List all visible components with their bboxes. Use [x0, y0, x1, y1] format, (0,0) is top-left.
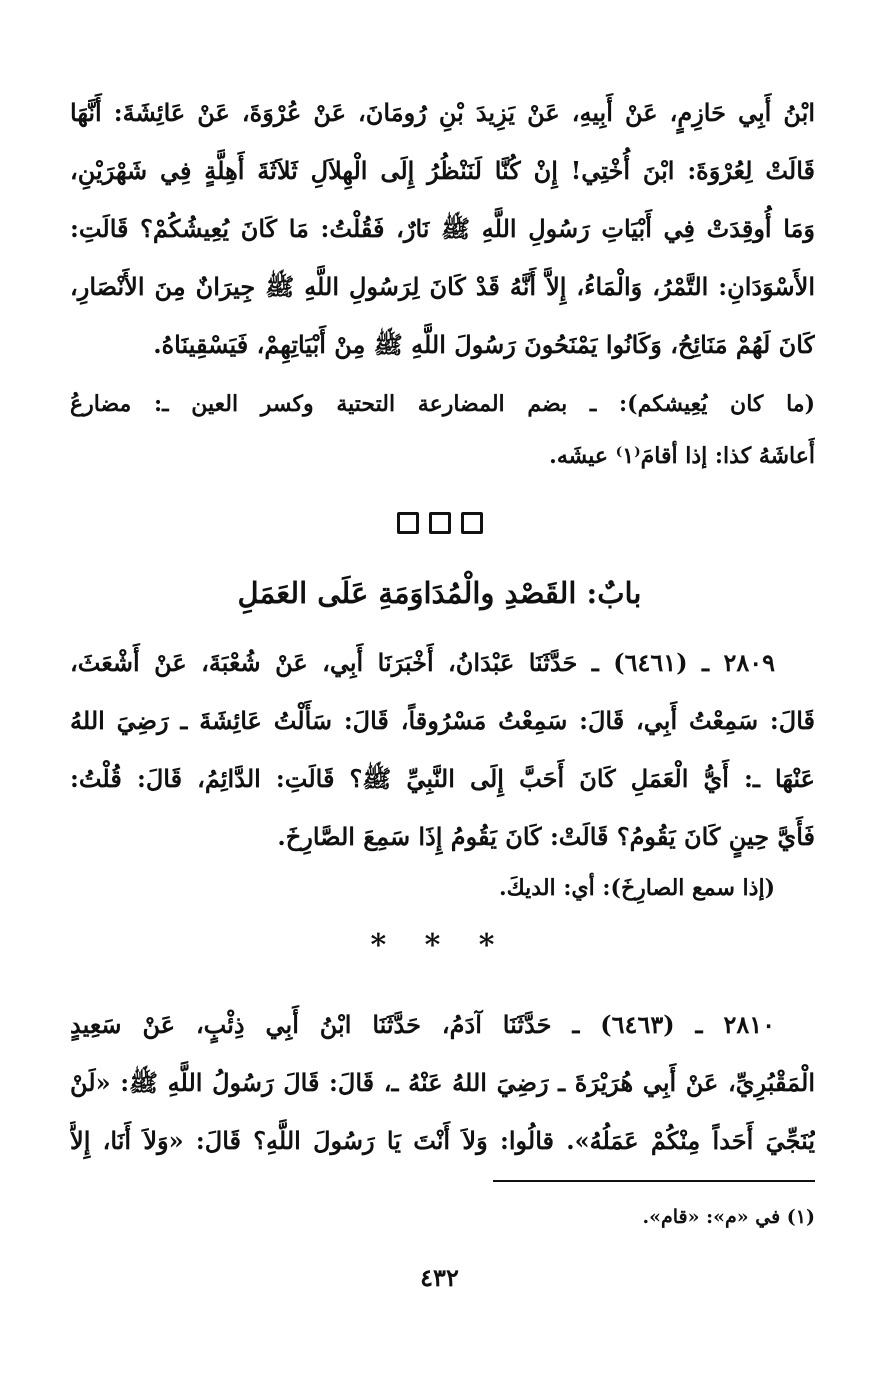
- passage-line: وَمَا أُوقِدَتْ فِي أَبْيَاتِ رَسُولِ اللَّهِ ﷺ نَارٌ، فَقُلْتُ: مَا كَانَ يُعِيشُكُمْ؟ قَالَتِ:: [70, 214, 815, 243]
- note-line: (إذا سمع الصارِخَ): أي: الديكَ.: [498, 875, 775, 901]
- hadith-line: الْمَقْبُرِيِّ، عَنْ أَبِي هُرَيْرَةَ ـ رَضِيَ اللهُ عَنْهُ ـ، قَالَ: قَالَ رَسُولُ اللَّهِ ﷺ: «لَنْ: [70, 1068, 815, 1097]
- note-line: أَعاشَهُ كذا: إذا أقامَ⁽١⁾ عيشَه.: [549, 443, 815, 469]
- passage-line: الأَسْوَدَانِ: التَّمْرُ، وَالْمَاءُ، إِلاَّ أَنَّهُ قَدْ كَانَ لِرَسُولِ اللَّهِ ﷺ جِيرَانٌ مِنَ الأَنْصَارِ،: [70, 272, 815, 301]
- page-number: ٤٣٢: [420, 1263, 459, 1292]
- section-separator-stars: * * *: [370, 928, 509, 963]
- hadith-line: قَالَ: سَمِعْتُ أَبِي، قَالَ: سَمِعْتُ مَسْرُوقاً، قَالَ: سَأَلْتُ عَائِشَةَ ـ رَضِيَ اللهُ: [70, 706, 815, 735]
- chapter-title: بابٌ: القَصْدِ والْمُدَاوَمَةِ عَلَى العَمَلِ: [237, 576, 642, 610]
- hadith-2809: [70, 634, 815, 866]
- square-ornament-icon: [461, 512, 483, 534]
- commentary-note-1: [70, 378, 815, 482]
- passage-line: كَانَ لَهُمْ مَنَائِحُ، وَكَانُوا يَمْنَحُونَ رَسُولَ اللَّهِ ﷺ مِنْ أَبْيَاتِهِمْ، فَيَسْقِينَاهُ.: [153, 330, 815, 359]
- footnote-divider: [493, 1180, 815, 1182]
- passage-line: ابْنُ أَبِي حَازِمٍ، عَنْ أَبِيهِ، عَنْ يَزِيدَ بْنِ رُومَانَ، عَنْ عُرْوَةَ، عَنْ عَائِشَةَ: أَنَّهَا: [70, 98, 815, 127]
- square-ornament-icon: [429, 512, 451, 534]
- hadith-line: ٢٨٠٩ ـ (٦٤٦١) ـ حَدَّثَنَا عَبْدَانُ، أَخْبَرَنَا أَبِي، عَنْ شُعْبَةَ، عَنْ أَشْعَثَ،: [70, 648, 776, 677]
- square-ornament-icon: [397, 512, 419, 534]
- hadith-line: فَأَيَّ حِينٍ كَانَ يَقُومُ؟ قَالَتْ: كَانَ يَقُومُ إِذَا سَمِعَ الصَّارِخَ.: [277, 822, 815, 851]
- passage-aisha-crescents: [70, 84, 815, 374]
- hadith-line: يُنَجِّيَ أَحَداً مِنْكُمْ عَمَلُهُ». قالُوا: وَلاَ أَنْتَ يَا رَسُولَ اللَّهِ؟ قَالَ: «وَلاَ أَنَا، إِلاَّ: [70, 1126, 815, 1155]
- commentary-note-2: [70, 862, 815, 914]
- hadith-line: عَنْهَا ـ: أَيُّ الْعَمَلِ كَانَ أَحَبَّ إِلَى النَّبِيِّ ﷺ؟ قَالَتِ: الدَّائِمُ، قَالَ: قُلْتُ:: [70, 764, 815, 793]
- passage-line: قَالَتْ لِعُرْوَةَ: ابْنَ أُخْتِي! إِنْ كُنَّا لَنَنْظُرُ إِلَى الْهِلاَلِ ثَلاَثَةَ أَهِلَّةٍ فِي شَهْرَيْنِ،: [70, 156, 815, 185]
- hadith-line: ٢٨١٠ ـ (٦٤٦٣) ـ حَدَّثَنَا آدَمُ، حَدَّثَنَا ابْنُ أَبِي ذِئْبٍ، عَنْ سَعِيدٍ: [70, 1010, 775, 1039]
- footnote: (١) في «م»: «قام».: [642, 1206, 815, 1228]
- hadith-2810: [70, 996, 815, 1170]
- note-line: (ما كان يُعِيشكم): ـ بضم المضارعة التحتية وكسر العين ـ: مضارعُ: [70, 391, 815, 417]
- section-separator-boxes: [0, 512, 879, 542]
